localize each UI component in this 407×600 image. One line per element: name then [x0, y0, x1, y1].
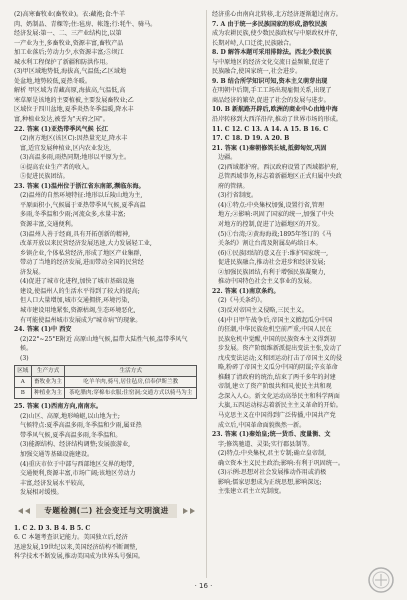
- text-line: 带动了当地的经济发展,进而带动全国的民营经: [20, 259, 144, 267]
- text-line: 城市建设用地紧张,资源枯竭,生态环境恶化,: [20, 306, 136, 314]
- q21-answer: [212, 144, 394, 287]
- left-column: [14, 10, 199, 562]
- text-line: 丰富,经济发展水平较高,: [20, 479, 85, 487]
- choice-answers: [212, 10, 394, 144]
- text-line: 推动中国特色社会主义事业的发展。: [218, 278, 316, 286]
- text-line: 11. C 12. C 13. A 14. A 15. B 16. C: [212, 125, 329, 133]
- text-line: (3)反对帝国主义侵略,三民主义。: [218, 306, 308, 314]
- text-line: 字;修筑驰道、灵渠;实行郡县制等。: [218, 440, 314, 448]
- text-line: 富,适宜发展种植业,区内农业发达,: [20, 144, 112, 152]
- text-line: (2)《马关条约》。: [218, 297, 267, 305]
- text-line: 念深入人心。新文化运动高举民主和科学两面: [218, 392, 340, 400]
- question-header: 25. 答案 (1)西南方向,南南东。: [14, 403, 102, 411]
- text-line: (3)甲区域地势低,海拔高,气温低;乙区域地: [14, 68, 127, 76]
- text-line: 加强交通等基础设施建设。: [20, 450, 94, 458]
- table-cell: 茶吃腊肉;穿棉布衣服;住窑洞;交通方式以骑马为主: [65, 388, 197, 399]
- text-line: 戊戌变法运动;义和团运动打击了帝国主义的侵: [218, 354, 342, 362]
- page-number: · 16 ·: [194, 582, 213, 590]
- text-line: (2)山区、高原,地形崎岖,以山地为主;: [20, 412, 120, 420]
- right-column: [212, 10, 394, 497]
- text-line: 主张建立君主立宪制度。: [218, 488, 286, 496]
- q21-part-continued: [14, 10, 199, 125]
- q22-history-answer: [212, 287, 394, 430]
- text-line: 经济发展:第一、二、三产业结构比,以第: [14, 30, 122, 38]
- text-line: 济发展。: [20, 268, 45, 276]
- table-cell: B: [15, 388, 32, 399]
- section-title: 专题检测(二) 社会变迁与文明演进: [36, 504, 176, 518]
- text-line: 马克思主义在中国得到广泛传播,中国共产党: [218, 411, 336, 419]
- text-line: 步发展。资产阶级维新派提出变法主张,发动了: [218, 345, 342, 353]
- text-line: 促进民族融合,推动社会进步和经济发展;: [218, 259, 326, 267]
- text-line: 迅速发展,19世纪以来,美国经济结构不断调整,: [14, 543, 138, 551]
- text-line: 的狂潮,中华民族危机空前严重;中国人民在: [218, 326, 332, 334]
- text-line: 建设,使温州人的生活水平得到了较大的提高;: [20, 287, 140, 295]
- text-line: 略,粉碎了帝国主义瓜分中国的阴谋;辛亥革命: [218, 364, 338, 372]
- text-line: 科学技术不断发展,推动美国成为世界头号强国。: [14, 553, 144, 561]
- text-line: 17. C 18. D 19. A 20. B: [212, 135, 290, 143]
- watermark-stamp-icon: [363, 566, 399, 594]
- text-line: 平原面积小,气候属于亚热带季风气候,夏季高温: [20, 201, 146, 209]
- text-line: (4)重庆市位于中部与西部地区交界的地带,: [20, 460, 135, 468]
- text-line: 6. C 本题考查识记能力。美国独立后,经济: [14, 534, 128, 542]
- text-line: 对地方的控制,促进了边疆地区的开发。: [218, 221, 324, 229]
- q25-answer: [14, 402, 199, 497]
- text-line: (2)温州的自然环境特征:地形以丘陵山地为主,: [20, 192, 143, 200]
- text-line: 经济重心由南向北转移,北方经济逐渐超过南方。: [212, 11, 342, 18]
- text-line: 气候特点:夏季高温多雨,冬季温和少雨,属亚热: [20, 422, 142, 430]
- text-line: 交通便利,资源丰富,市场广阔;该地区劳动力: [20, 470, 136, 478]
- text-line: 民族融合,使国家统一,社会进步。: [212, 68, 302, 76]
- text-line: 改革开放以来民营经济发展迅速,大力发展轻工业,: [20, 240, 152, 248]
- text-line: (2)高寒畜牧业(畜牧业)。衣:藏袍;食:牛羊: [14, 11, 125, 18]
- q22-answer: [14, 125, 199, 182]
- text-line: (2)22°~25°E附近 高原山地气候,温带大陆性气候,温带季风气候。: [20, 335, 188, 353]
- text-line: 长期对峙,人口迁徙,民族融合。: [212, 39, 296, 47]
- text-line: 总管西域事务,标志着新疆地区正式归属中央政: [218, 173, 342, 181]
- text-line: (3): [20, 354, 29, 362]
- text-line: 商品经济的繁荣,促进了社会的发展与进步。: [212, 96, 330, 104]
- text-line: 处盆地,地势较低,夏热冬暖。: [14, 77, 91, 85]
- table-cell: A: [15, 377, 32, 388]
- region-comparison-table: [14, 365, 197, 399]
- text-line: 发展相对缓慢。: [20, 489, 63, 497]
- text-line: (4)中日甲午战争后,帝国主义掀起瓜分中国: [218, 316, 333, 324]
- text-line: 边疆。: [218, 154, 237, 162]
- text-line: (6)①民族团结的意义在于:维护国家统一,: [218, 249, 329, 257]
- text-line: 沿岸转移到大西洋沿岸,推动了世界市场的形成。: [212, 116, 342, 124]
- text-line: ②加强民族团结,有利于增强民族凝聚力,: [218, 268, 326, 276]
- text-line: (3)高温多雨,雨热同期;地形以平原为主。: [20, 154, 131, 162]
- text-line: 9. B 结合所学知识可知,资本主义萌芽出现: [212, 77, 328, 85]
- table-header-cell: 区域: [15, 366, 32, 377]
- table-header-cell: 生产方式: [31, 366, 65, 377]
- text-line: (3)行省制度。: [218, 192, 258, 200]
- table-cell: 吃羊羊肉,骑马,居住毡房,信奉伊斯兰教: [65, 377, 197, 388]
- table-header-row: [15, 366, 197, 377]
- table-cell: 畜牧业为主: [31, 377, 65, 388]
- q24-answer: [14, 325, 199, 399]
- text-line: 府的管辖。: [218, 182, 249, 190]
- text-line: 关条约》割让台湾及附属岛屿给日本。: [218, 240, 322, 248]
- text-line: 区域位于四川盆地,夏季炎热冬季温暖,降水丰: [14, 106, 134, 114]
- text-line: (3)示例:思想对社会发展推动作用或消极: [218, 469, 327, 477]
- column-divider: [206, 10, 207, 578]
- text-line: 成立后,中国革命面貌焕然一新。: [218, 421, 306, 429]
- question-header: 23. 答案 (1)温州位于浙江省东南部,濒临东海。: [14, 182, 145, 190]
- text-line: 1. C 2. D 3. B 4. B 5. C: [14, 524, 91, 532]
- text-line: 肉、奶制品、青稞等;住:毡房、帐篷;行:牦牛、骑马。: [14, 20, 157, 28]
- text-line: 帝制,建立了资产阶级共和国,使民主共和观: [218, 383, 332, 391]
- q23-answer: [14, 182, 199, 325]
- text-line: 带季风气候,夏季高温多雨,冬季温和。: [20, 431, 122, 439]
- text-line: (5)①台湾;②黄海海战;1895年签订的《马: [218, 230, 332, 238]
- text-line: 解析 甲区域为青藏高原,海拔高,气温低,高: [14, 87, 126, 95]
- text-line: 乡镇企业,个体私营经济,形成了地区产业集群,: [20, 249, 142, 257]
- text-line: 加工业落后;劳动力少,水资源丰富;⑤坝江: [14, 49, 124, 57]
- text-line: 影响;儒家思想成为正统思想,影响深远;: [218, 478, 322, 486]
- question-header: 21. 答案 (1)秦朝修筑长城,抵御匈奴,巩固: [212, 144, 327, 152]
- text-line: 但人口大量增加,城市交通拥挤,环境污染,: [20, 297, 130, 305]
- section2-answers-start: [14, 524, 199, 562]
- question-header: 22. 答案 (1)亚热带季风气候 长江: [14, 125, 109, 133]
- text-line: ⑤促进民族团结。: [20, 173, 69, 181]
- text-line: 城水利工程保护了新疆和防洪作用。: [14, 58, 112, 66]
- text-line: (4)①特点:中央集权加强,设置行省,管理: [218, 201, 324, 209]
- table-row: [15, 377, 197, 388]
- text-line: 与中原地区的经济文化交流日益频繁,促进了: [212, 58, 330, 66]
- section-title-banner: [14, 504, 199, 520]
- text-line: 10. B 新航路开辟后,欧洲的商业中心由地中海: [212, 106, 338, 114]
- text-line: 有可能使温州城市发展成为"城市病"的现象。: [20, 316, 142, 324]
- text-line: 大旗,五四运动标志着新民主主义革命的开始。: [218, 402, 342, 410]
- question-header: 24. 答案 (1)中 西安: [14, 326, 72, 334]
- text-line: 确立资本主义民主政治;影响:有利于巩固统一。: [218, 459, 344, 467]
- text-line: 资源丰富,交通便利。: [20, 221, 77, 229]
- text-line: 多雨,冬季温和少雨;河流众多,水量丰富;: [20, 211, 126, 219]
- text-line: (4)促进了城市化进程,加快了城市基础设施: [20, 278, 135, 286]
- text-line: (2)南方地区(该区C):因热量充足,降水丰: [20, 135, 128, 143]
- text-line: 地方;②影响:巩固了国家的统一,加强了中央: [218, 211, 334, 219]
- text-line: 推翻了清政府的统治,结束了两千多年的封建: [218, 373, 336, 381]
- text-line: 在明朝中后期,手工工场出现雇佣关系,出现了: [212, 87, 332, 95]
- table-row: [15, 388, 197, 399]
- text-line: (3)能源结构、经济结构调整;发展旅游业,: [20, 441, 131, 449]
- text-line: (2)西域都护府。西汉政府设置了西域都护府,: [218, 163, 339, 171]
- text-line: 民族危机中觉醒,中国的民族资本主义得到初: [218, 335, 336, 343]
- question-header: 22. 答案 (1)南京条约。: [212, 287, 280, 295]
- text-line: (3)温州人善于经商,具有开拓创新的精神,: [20, 230, 131, 238]
- text-line: 成为农耕民族,使少数民族政权与中原政权并存,: [212, 30, 338, 38]
- table-cell: 种植业为主: [31, 388, 65, 399]
- text-line: 8. D 解答本题可采用排除法。西北少数民族: [212, 49, 332, 57]
- text-line: 一产业为主,多畜牧业,资源丰富,畜牧产品: [14, 39, 124, 47]
- q23-history-answer: [212, 430, 394, 497]
- text-line: ④提高农业生产者的收入。: [20, 163, 94, 171]
- text-line: 7. A 由于统一多民族国家的形成,游牧民族: [212, 20, 327, 28]
- text-line: 富,种植业发达,被誉为"天府之国"。: [14, 116, 109, 124]
- text-line: (2)特点:中央集权,君主专制;确立皇帝制,: [218, 450, 327, 458]
- table-header-cell: 生活方式: [65, 366, 197, 377]
- question-header: 23. 答案 (1)秦始皇;统一货币、度量衡、文: [212, 431, 331, 439]
- decoration-icon: [18, 508, 34, 514]
- text-line: 寒草原是该地的主要植被,主要发展畜牧业;乙: [14, 96, 134, 104]
- decoration-icon: [179, 508, 195, 514]
